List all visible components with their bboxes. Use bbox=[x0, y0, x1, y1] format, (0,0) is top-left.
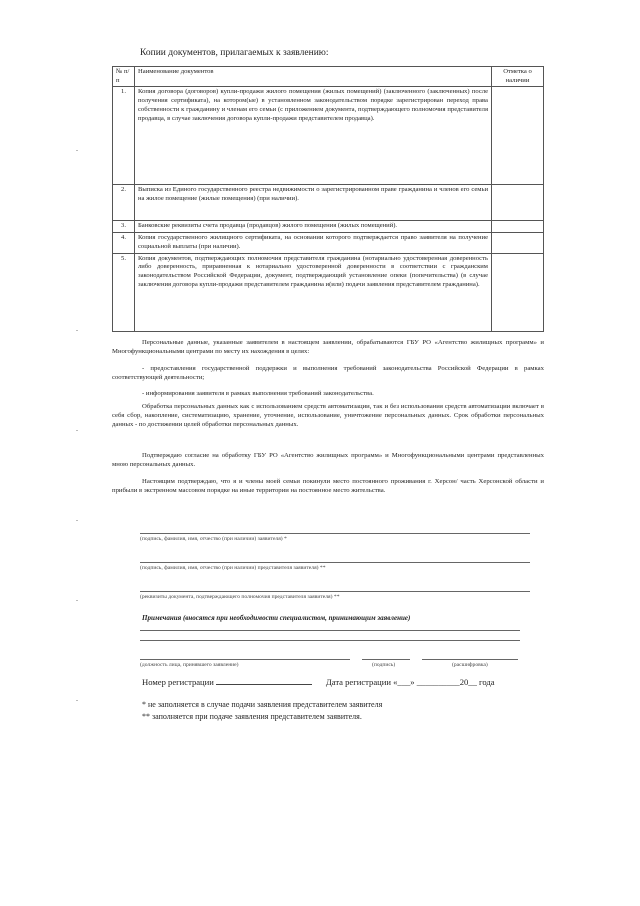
header-mark: Отметка о наличии bbox=[492, 67, 544, 87]
row-number: 5. bbox=[113, 253, 135, 331]
position-line[interactable] bbox=[140, 659, 350, 660]
purpose-item: - предоставления государственной поддержки и выполнения требований законодательства Российской Федерации в рамках соответствующей деятельности; bbox=[112, 365, 544, 382]
row-mark[interactable] bbox=[492, 87, 544, 185]
scan-mark bbox=[76, 700, 78, 701]
attachments-heading: Копии документов, прилагаемых к заявлению: bbox=[140, 48, 329, 58]
row-text: Выписка из Единого государственного реестра недвижимости о зарегистрированном праве гражданина и членов его семьи на жилое помещение (жилые помещения) (при наличии). bbox=[135, 185, 492, 221]
table-row bbox=[113, 233, 544, 253]
row-text: Копия государственного жилищного сертификата, на основании которого подтверждается право заявителя на получение социальной выплаты (при наличии). bbox=[135, 233, 492, 253]
registration-date-label: Дата регистрации «___» __________20__ года bbox=[325, 677, 495, 687]
position-caption: (должность лица, принявшего заявление) bbox=[140, 662, 239, 668]
notes-line[interactable] bbox=[140, 630, 520, 631]
authority-document-caption: (реквизиты документа, подтверждающего полномочия представителя заявителя) ** bbox=[140, 594, 340, 600]
documents-table bbox=[112, 66, 544, 332]
header-number: № п/п bbox=[113, 67, 135, 87]
table-row bbox=[113, 253, 544, 331]
relocation-paragraph: Настоящим подтверждаю, что я и члены моей семьи покинули место постоянного проживания г. Херсон/ часть Херсонской области и прибыли в экстренном массовом порядке на иные территории на постоянное место жительства. bbox=[112, 478, 544, 495]
signature-line[interactable] bbox=[362, 659, 410, 660]
scan-mark bbox=[76, 330, 78, 331]
row-number: 3. bbox=[113, 221, 135, 233]
scan-mark bbox=[76, 430, 78, 431]
registration-number-field[interactable] bbox=[216, 675, 312, 685]
row-number: 2. bbox=[113, 185, 135, 221]
applicant-signature-line[interactable] bbox=[140, 533, 530, 534]
notes-title: Примечания (вносятся при необходимости специалистом, принимающим заявление) bbox=[142, 614, 411, 622]
row-text: Копия документов, подтверждающих полномочия представителя гражданина (нотариально удостоверенная доверенность либо доверенность, приравненная к нотариально удостоверенной доверенности в соответствии с гражданским законодательством Российской Федерации, документ, подтверждающий установление опеки (попечительства) (в случае заключения договора купли-продажи представителем гражданина и(или) подачи заявления представителем гражданина). bbox=[135, 253, 492, 331]
authority-document-line[interactable] bbox=[140, 591, 530, 592]
row-number: 4. bbox=[113, 233, 135, 253]
row-text: Копия договора (договоров) купли-продажи жилого помещения (жилых помещений) (заключенного (заключенных) после получения сертификата), на котором(ые) в установленном законодательством порядке зарегистрирован переход права собственности к гражданину и членам его семьи (с приложением документа, подтверждающего полномочия представителя продавца, в случае заключения договора купли-продажи представителем продавца). bbox=[135, 87, 492, 185]
table-row bbox=[113, 185, 544, 221]
signature-caption: (подпись) bbox=[372, 662, 396, 668]
scan-mark bbox=[76, 150, 78, 151]
applicant-signature-caption: (подпись, фамилия, имя, отчество (при наличии) заявителя) * bbox=[140, 536, 287, 542]
registration-number-label: Номер регистрации bbox=[142, 677, 214, 687]
decoding-line[interactable] bbox=[422, 659, 518, 660]
notes-line[interactable] bbox=[140, 640, 520, 641]
registration-row bbox=[142, 675, 495, 687]
footnote: ** заполняется при подаче заявления представителем заявителя. bbox=[142, 712, 362, 721]
scan-mark bbox=[76, 520, 78, 521]
row-mark[interactable] bbox=[492, 221, 544, 233]
row-mark[interactable] bbox=[492, 253, 544, 331]
table-row bbox=[113, 221, 544, 233]
row-number: 1. bbox=[113, 87, 135, 185]
scan-mark bbox=[76, 600, 78, 601]
table-row bbox=[113, 87, 544, 185]
decoding-caption: (расшифровка) bbox=[452, 662, 488, 668]
row-mark[interactable] bbox=[492, 233, 544, 253]
processing-paragraph: Обработка персональных данных как с использованием средств автоматизации, так и без использования средств автоматизации включает в себя сбор, накопление, систематизацию, хранение, уточнение, использование, уничтожение персональных данных. Срок обработки персональных данных - по достижении целей обработки персональных данных. bbox=[112, 403, 544, 429]
table-header-row bbox=[113, 67, 544, 87]
agreement-paragraph: Подтверждаю согласие на обработку ГБУ РО «Агентство жилищных программ» и Многофункциональными центрами представленных мною персональных данных. bbox=[112, 452, 544, 469]
representative-signature-caption: (подпись, фамилия, имя, отчество (при наличии) представителя заявителя) ** bbox=[140, 565, 326, 571]
footnote: * не заполняется в случае подачи заявления представителем заявителя bbox=[142, 700, 383, 709]
header-name: Наименование документов bbox=[135, 67, 492, 87]
row-mark[interactable] bbox=[492, 185, 544, 221]
row-text: Банковские реквизиты счета продавца (продавцов) жилого помещения (жилых помещений). bbox=[135, 221, 492, 233]
representative-signature-line[interactable] bbox=[140, 562, 530, 563]
purpose-item: - информирования заявителя в рамках выполнения требований законодательства. bbox=[142, 390, 374, 397]
consent-paragraph: Персональные данные, указанные заявителем в настоящем заявлении, обрабатываются ГБУ РО «Агентство жилищных программ» и Многофункциональными центрами по месту их нахождения в целях: bbox=[112, 339, 544, 356]
